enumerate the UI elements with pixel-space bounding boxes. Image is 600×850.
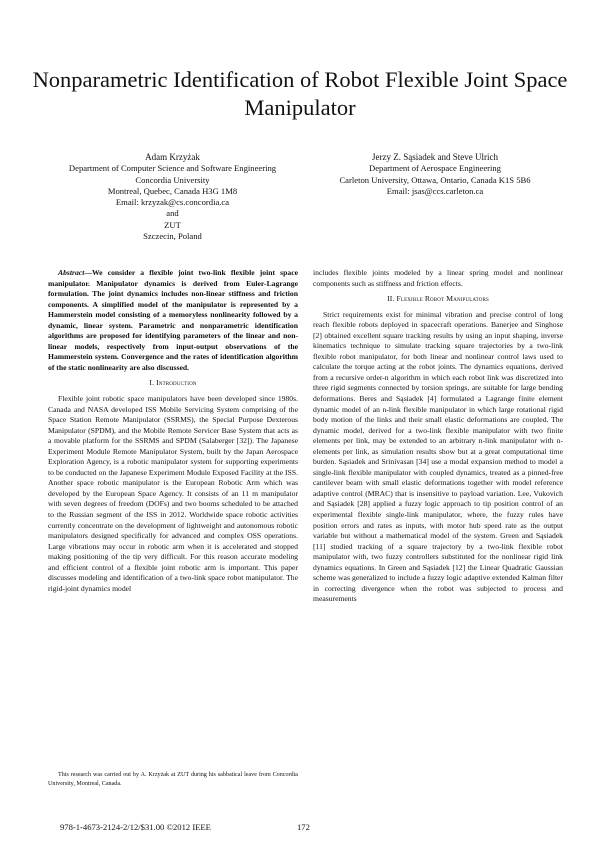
footnote-text: This research was carried out by A. Krzyżak at ZUT during his sabbatical leave from Concordia University, Montreal, Canada. [48, 772, 298, 787]
right-column [313, 268, 563, 605]
abstract-text: —We consider a flexible joint two-link flexible joint space manipulator. Manipulator dynamics is derived from Euler-Lagrange formulation. The joint dynamics includes non-linear stiffness and friction components. A simplified model of the manipulator is represented by a Hammerstein model consisting of a memoryless nonlinearity followed by a dynamic, linear system. Parametric and nonparametric identification algorithms are proposed for identifying parameters of the linear and non-linear models, respectively from input-output observations of the Hammerstein system. Convergence and the rates of identification algorithm of the static nonlinearity are also discussed. [48, 268, 298, 372]
affiliation-line: Szczecin, Poland [143, 231, 202, 242]
abstract [48, 268, 298, 373]
affiliation-line: Carleton University, Ottawa, Ontario, Canada K1S 5B6 [339, 174, 531, 185]
introduction-paragraph: Flexible joint robotic space manipulators have been developed since 1980s. Canada and NASA developed ISS Mobile Servicing System comprising of the Space Station Remote Manipulator (SSRMS), the Special Purpose Dexterous Manipulator (SPDM), and the Mobile Remote Servicer Base System that acts as a movable platform for the SSRMS and SPDM (Salaberger [32]). The Japanese Experiment Module Remote Manipulator System, built by the Japan Aerospace Exploration Agency, is a robotic manipulator system for supporting experiments to be conducted on the Japanese Experiment Module Exposed Facility at the ISS. Another space robotic manipulator is the European Robotic Arm which was developed by the European Space Agency. It consists of an 11 m manipulator with seven degrees of freedom (DOFs) and two booms scheduled to be attached to the Russian segment of the ISS in 2012. Worldwide space robotic activities currently concentrate on the development of lightweight and autonomous robotic manipulators designed specifically for advanced and complex OSS operations. Large vibrations may occur in robotic arm when it is accelerated and stopped making positioning of the tip very difficult. For this reason accurate modeling and efficient control of a flexible joint robotic arm is important. This paper discusses modeling and identification of a two-link space robot manipulator. The rigid-joint dynamics model [48, 394, 298, 593]
affiliation-line: Department of Aerospace Engineering [369, 163, 501, 174]
affiliation-line: Concordia University [135, 174, 210, 185]
author-block-left [40, 152, 305, 242]
section-heading-flexible-robot-manipulators: II. Flexible Robot Manipulators [387, 294, 489, 304]
footnote [48, 771, 298, 788]
affiliation-line: ZUT [164, 219, 181, 230]
left-column [48, 268, 298, 594]
author-email: Email: krzyzak@cs.concordia.ca [115, 197, 230, 208]
author-name: Adam Krzyżak [145, 152, 200, 162]
affiliation-line: Department of Computer Science and Software Engineering [68, 163, 277, 174]
author-name: Jerzy Z. Sąsiadek and Steve Ulrich [372, 152, 498, 162]
paper-title: Nonparametric Identification of Robot Flexible Joint Space Manipulator [32, 67, 568, 120]
affiliation-line: Montreal, Quebec, Canada H3G 1M8 [107, 185, 238, 196]
section-heading-introduction: I. Introduction [149, 378, 197, 388]
footer-page-number: 172 [297, 822, 310, 832]
abstract-label: Abstract [58, 268, 85, 277]
author-email: Email: jsas@ccs.carleton.ca [386, 185, 484, 196]
introduction-continued-paragraph: includes flexible joints modeled by a linear spring model and nonlinear components such as stiffness and friction effects. [313, 268, 563, 288]
flexible-robot-paragraph: Strict requirements exist for minimal vibration and precise control of long reach flexible robots deployed in spacecraft operations. Banerjee and Singhose [2] obtained excellent square tracking results by using an input shaping, inverse kinematics technique to simulate tracking square trajectories by a two-link flexible robot manipulator, for both linear and nonlinear control laws used to calculate the torque acting at the robot joints. The dynamics equations, derived from a recursive order-n algorithm in which each robot link was discretized into three rigid segments connected by torsion springs, are suitable for large bending deformations. Beres and Sąsiadek [4] formulated a Lagrange finite element dynamic model of an n-link flexible manipulator in which large rotational rigid body motion of the links and their small elastic deformations are coupled. The dynamic model, derived for a two-link flexible manipulator with two finite elements per link, may be extended to an arbitrary n-link manipulator with n-elements per link, as simulation results show but at a great computational time burden. Sąsiadek and Srinivasan [34] use a modal expansion method to model a single-link flexible manipulator with coupled dynamics, treated as a pinned-free cantilever beam with small elastic deformations together with model reference adaptive control (MRAC) that is insensitive to payload variation. Lee, Vukovich and Sąsiadek [28] applied a fuzzy logic approach to tip position control of an experimental flexible single-link manipulator, where, the fuzzy rules have position errors and rates as inputs, with motor hub speed rate as the output variable but without a mathematical model of the system. Green and Sąsiadek [11] studied tracking of a square trajectory by a two-link flexible robot manipulator with, two fuzzy controllers substituted for the nonlinear rigid link dynamics equations. In Green and Sąsiadek [12] the Linear Quadratic Gaussian scheme was generalized to include a fuzzy logic adaptive extended Kalman filter in correcting divergence when the robot was subjected to process and measurements [313, 309, 563, 604]
footer-isbn: 978-1-4673-2124-2/12/$31.00 ©2012 IEEE [60, 822, 211, 832]
affiliation-line: and [166, 208, 179, 219]
author-block-right [320, 152, 550, 197]
